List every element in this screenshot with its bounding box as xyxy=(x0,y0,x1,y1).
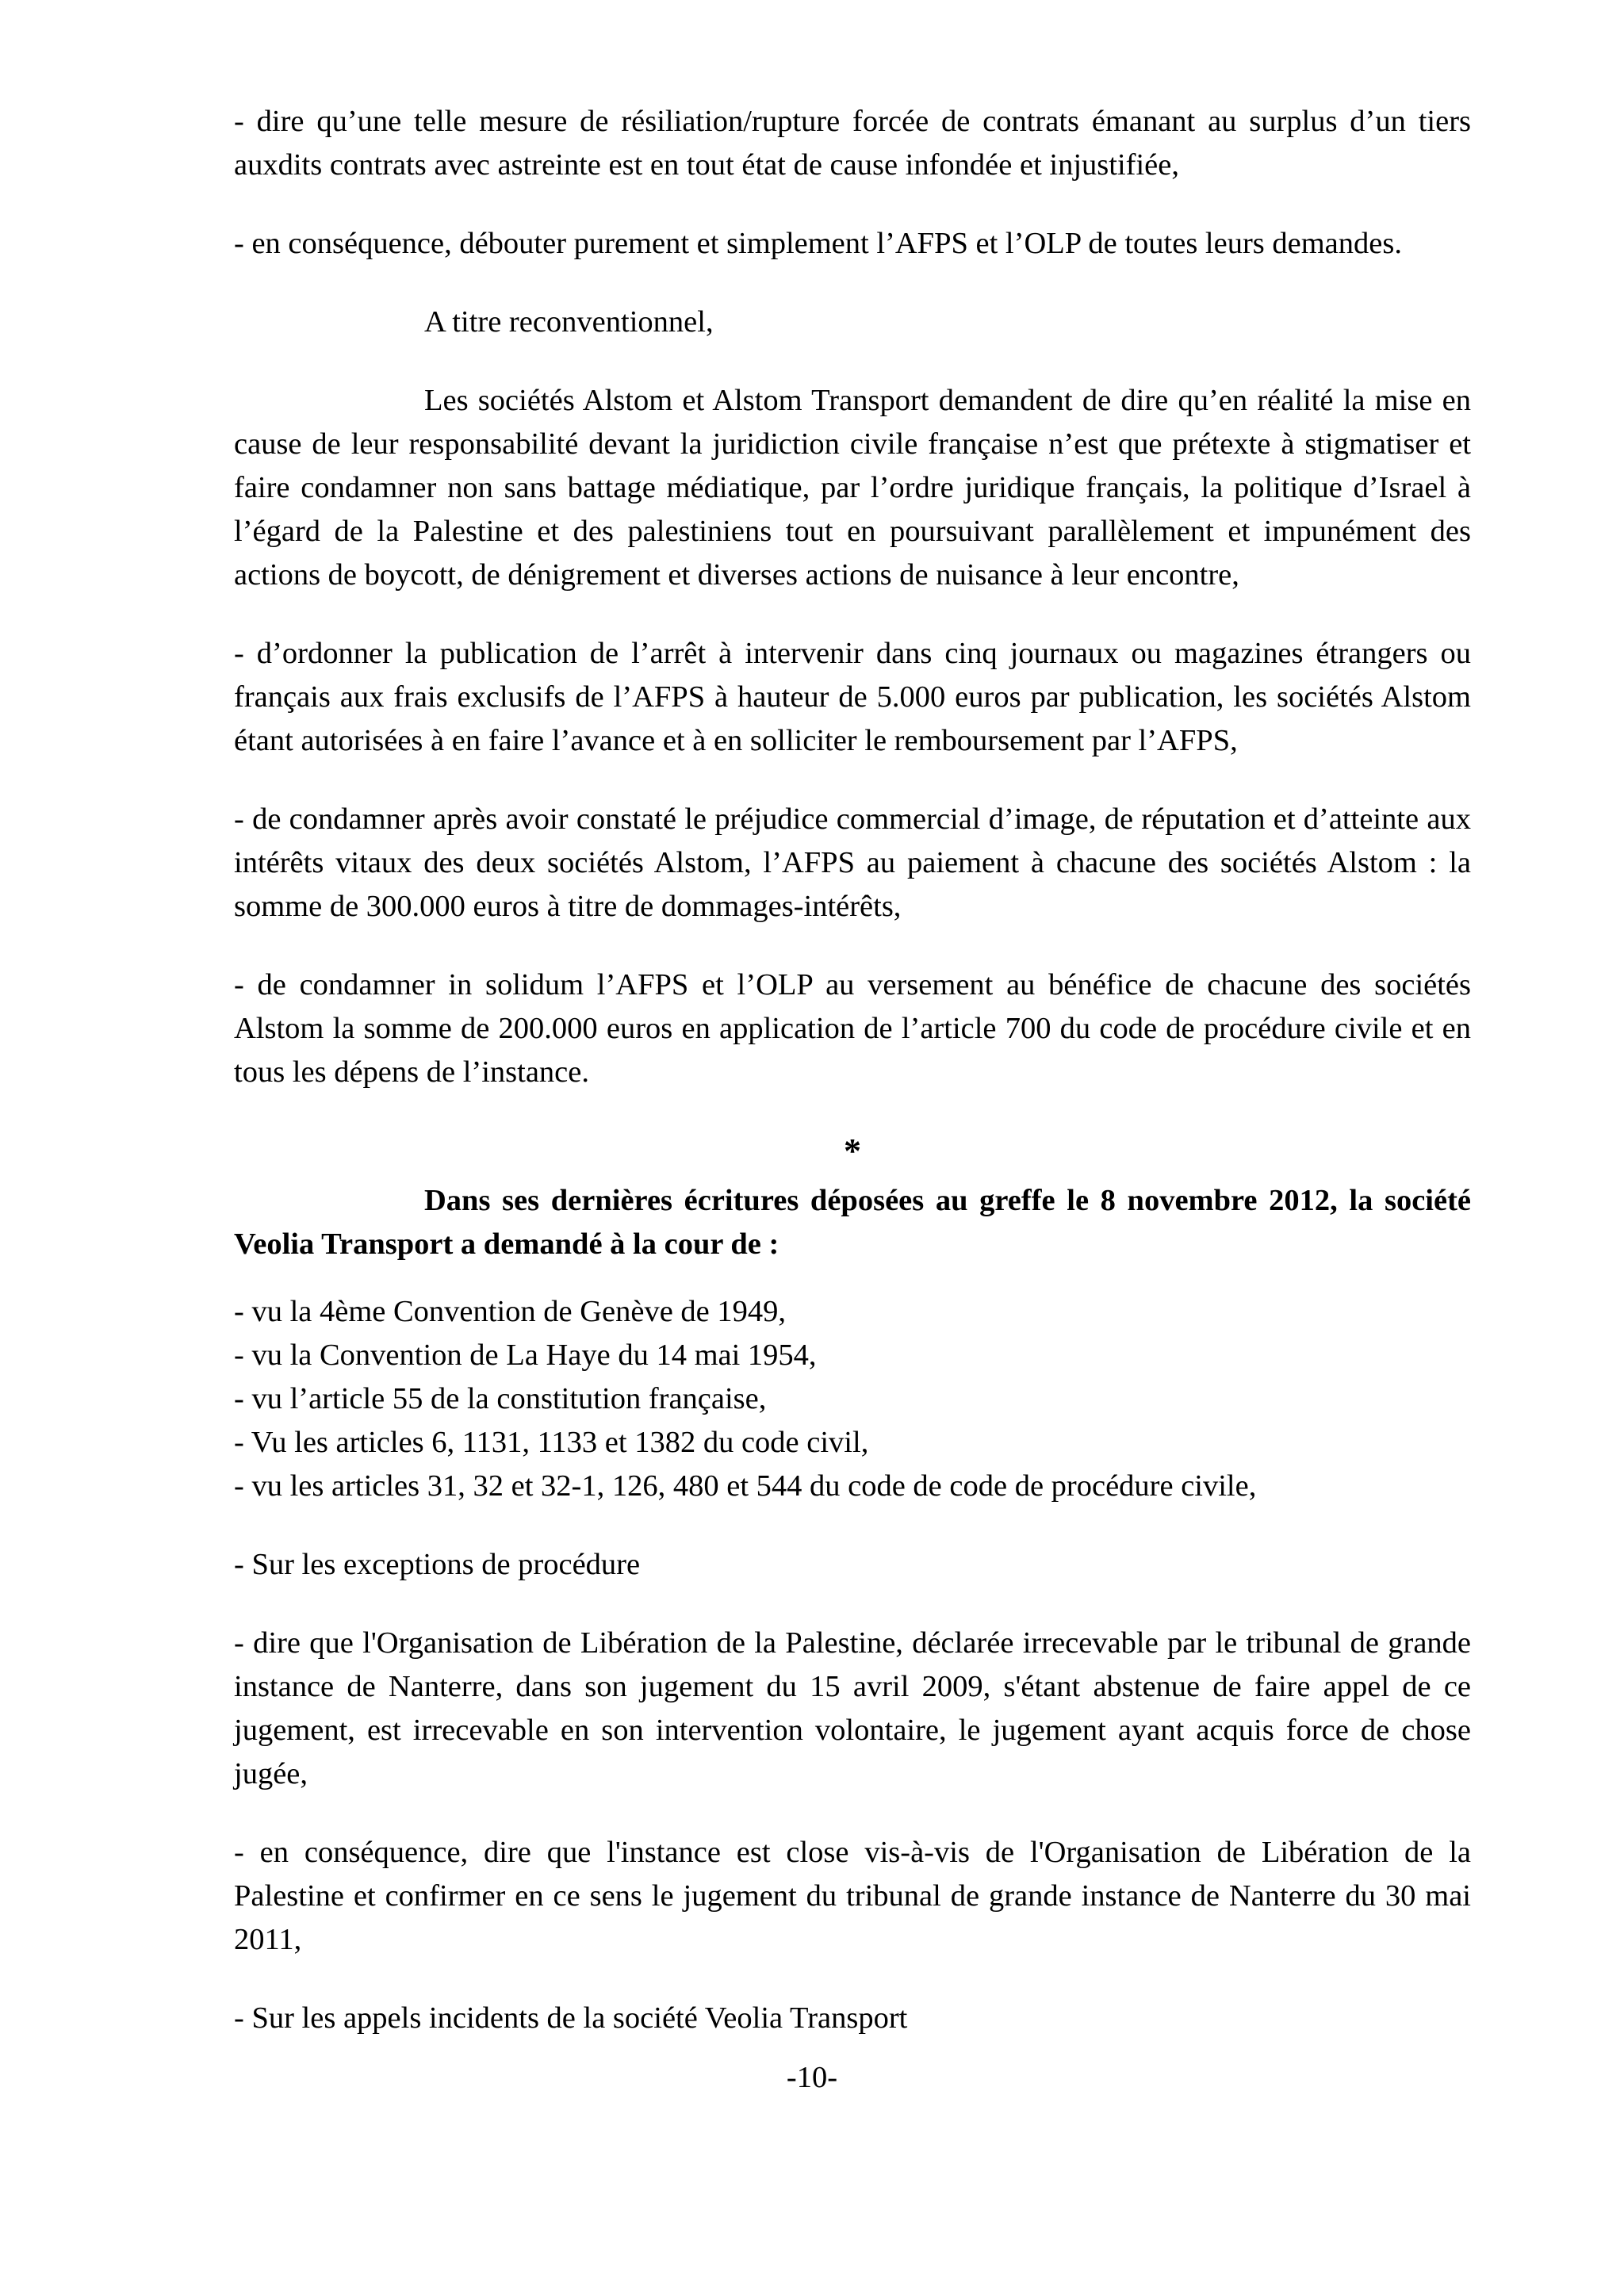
list-item: - Vu les articles 6, 1131, 1133 et 1382 du code civil, xyxy=(234,1426,869,1459)
list-item: - vu la 4ème Convention de Genève de 1949, xyxy=(234,1295,787,1328)
list-item: - vu l’article 55 de la constitution française, xyxy=(234,1382,767,1415)
paragraph-condamner-in-solidum: - de condamner in solidum l’AFPS et l’OLP au versement au bénéfice de chacune des sociétés Alstom la somme de 200.000 euros en application de l’article 700 du code de procédure civile et en tous les dépens de l’instance. xyxy=(234,968,1471,1089)
list-item: - vu les articles 31, 32 et 32-1, 126, 480 et 544 du code de code de procédure civile, xyxy=(234,1469,1257,1503)
document-page xyxy=(234,100,1471,2040)
paragraph-condamner-prejudice: - de condamner après avoir constaté le préjudice commercial d’image, de réputation et d’atteinte aux intérêts vitaux des deux sociétés Alstom, l’AFPS au paiement à chacune des sociétés Alstom : la somme de 300.000 euros à titre de dommages-intérêts, xyxy=(234,802,1471,923)
section-separator-star: * xyxy=(844,1132,861,1170)
paragraph-debouter: - en conséquence, débouter purement et simplement l’AFPS et l’OLP de toutes leurs demandes. xyxy=(234,227,1402,260)
paragraph-titre-reconventionnel: A titre reconventionnel, xyxy=(424,305,714,339)
vu-list xyxy=(234,1290,1471,1508)
paragraph-olp-irrecevable: - dire que l'Organisation de Libération de la Palestine, déclarée irrecevable par le tribunal de grande instance de Nanterre, dans son jugement du 15 avril 2009, s'étant abstenue de faire appel de ce jugement, est irrecevable en son intervention volontaire, le jugement ayant acquis force de chose jugée, xyxy=(234,1626,1471,1790)
paragraph-alstom-demandes: Les sociétés Alstom et Alstom Transport demandent de dire qu’en réalité la mise en cause de leur responsabilité devant la juridiction civile française n’est que prétexte à stigmatiser et faire condamner non sans battage médiatique, par l’ordre juridique français, la politique d’Israel à l’égard de la Palestine et des palestiniens tout en poursuivant parallèlement et impunément des actions de boycott, de dénigrement et diverses actions de nuisance à leur encontre, xyxy=(234,384,1471,592)
paragraph-publication: - d’ordonner la publication de l’arrêt à intervenir dans cinq journaux ou magazines étrangers ou français aux frais exclusifs de l’AFPS à hauteur de 5.000 euros par publication, les sociétés Alstom étant autorisées à en faire l’avance et à en solliciter le remboursement par l’AFPS, xyxy=(234,637,1471,757)
paragraph-veolia-heading: Dans ses dernières écritures déposées au greffe le 8 novembre 2012, la société Veolia Transport a demandé à la cour de : xyxy=(234,1184,1471,1261)
paragraph-instance-close: - en conséquence, dire que l'instance est close vis-à-vis de l'Organisation de Libération de la Palestine et confirmer en ce sens le jugement du tribunal de grande instance de Nanterre du 30 mai 2011, xyxy=(234,1836,1471,1956)
list-item: - vu la Convention de La Haye du 14 mai 1954, xyxy=(234,1338,817,1372)
page-number: -10- xyxy=(786,2061,838,2094)
paragraph-exceptions-procedure: - Sur les exceptions de procédure xyxy=(234,1548,641,1581)
paragraph-resiliation: - dire qu’une telle mesure de résiliation/rupture forcée de contrats émanant au surplus d’un tiers auxdits contrats avec astreinte est en tout état de cause infondée et injustifiée, xyxy=(234,105,1471,182)
paragraph-appels-incidents: - Sur les appels incidents de la société Veolia Transport xyxy=(234,2001,908,2035)
